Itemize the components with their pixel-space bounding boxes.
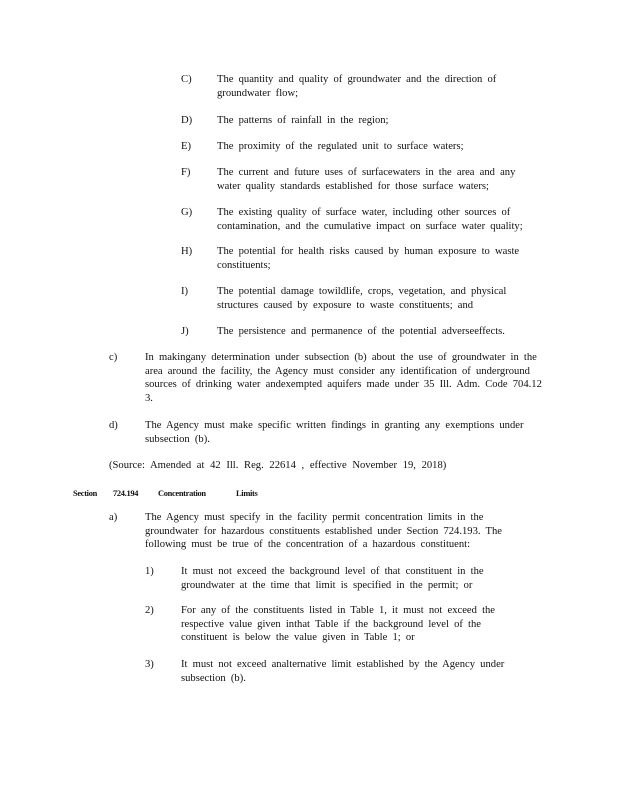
- subsection-text: The Agency must specify in the facility permit concentration limits in the groundwater for hazardous constituents established under Section 724.193. The following must be true of the concentration of a hazardous constituent:: [145, 512, 502, 551]
- condition-text: It must not exceed analternative limit established by the Agency under subsection (b).: [181, 659, 505, 684]
- source-note: (Source: Amended at 42 Ill. Reg. 22614 , effective November 19, 2018): [109, 460, 447, 471]
- list-item-text: The quantity and quality of groundwater and the direction of groundwater flow;: [217, 74, 497, 99]
- subsection-text: In makingany determination under subsection (b) about the use of groundwater in the area around the facility, the Agency must consider any identification of underground sources of drinking water andexempted aquifers made under 35 Ill. Adm. Code 704.12 3.: [145, 352, 542, 404]
- subsection-text: The Agency must make specific written findings in granting any exemptions under subsection (b).: [145, 420, 524, 445]
- list-item-text: The potential damage towildlife, crops, vegetation, and physical structures caused by exposure to waste constituents; and: [217, 286, 507, 311]
- section-title-word-1: Concentration: [158, 489, 206, 498]
- condition-label: 2): [145, 605, 154, 616]
- list-item-text: The potential for health risks caused by human exposure to waste constituents;: [217, 246, 520, 271]
- list-item-text: The proximity of the regulated unit to surface waters;: [217, 141, 464, 152]
- list-item-text: The persistence and permanence of the potential adverseeffects.: [217, 326, 505, 337]
- condition-text: It must not exceed the background level of that constituent in the groundwater at the time that limit is specified in the permit; or: [181, 566, 484, 591]
- condition-text: For any of the constituents listed in Table 1, it must not exceed the respective value given inthat Table if the background level of the constituent is below the value given in Table 1; or: [181, 605, 496, 644]
- list-item-text: The current and future uses of surfacewaters in the area and any water quality standards established for those surface waters;: [217, 167, 516, 192]
- section-title-word-2: Limits: [236, 489, 258, 498]
- list-item-text: The patterns of rainfall in the region;: [217, 115, 389, 126]
- list-item-label: G): [181, 207, 193, 218]
- subsection-label: d): [109, 420, 118, 431]
- condition-label: 3): [145, 659, 154, 670]
- list-item-label: E): [181, 141, 191, 152]
- list-item-label: I): [181, 286, 189, 297]
- list-item-label: H): [181, 246, 193, 257]
- list-item-label: D): [181, 115, 193, 126]
- condition-label: 1): [145, 566, 154, 577]
- section-number: 724.194: [113, 489, 139, 498]
- list-item-text: The existing quality of surface water, including other sources of contamination, and the cumulative impact on surface water quality;: [217, 207, 523, 232]
- list-item-label: C): [181, 74, 192, 85]
- subsection-label: c): [109, 352, 118, 363]
- subsection-label: a): [109, 512, 118, 523]
- list-item-label: F): [181, 167, 191, 178]
- section-heading-label: Section: [73, 489, 97, 498]
- list-item-label: J): [181, 326, 189, 337]
